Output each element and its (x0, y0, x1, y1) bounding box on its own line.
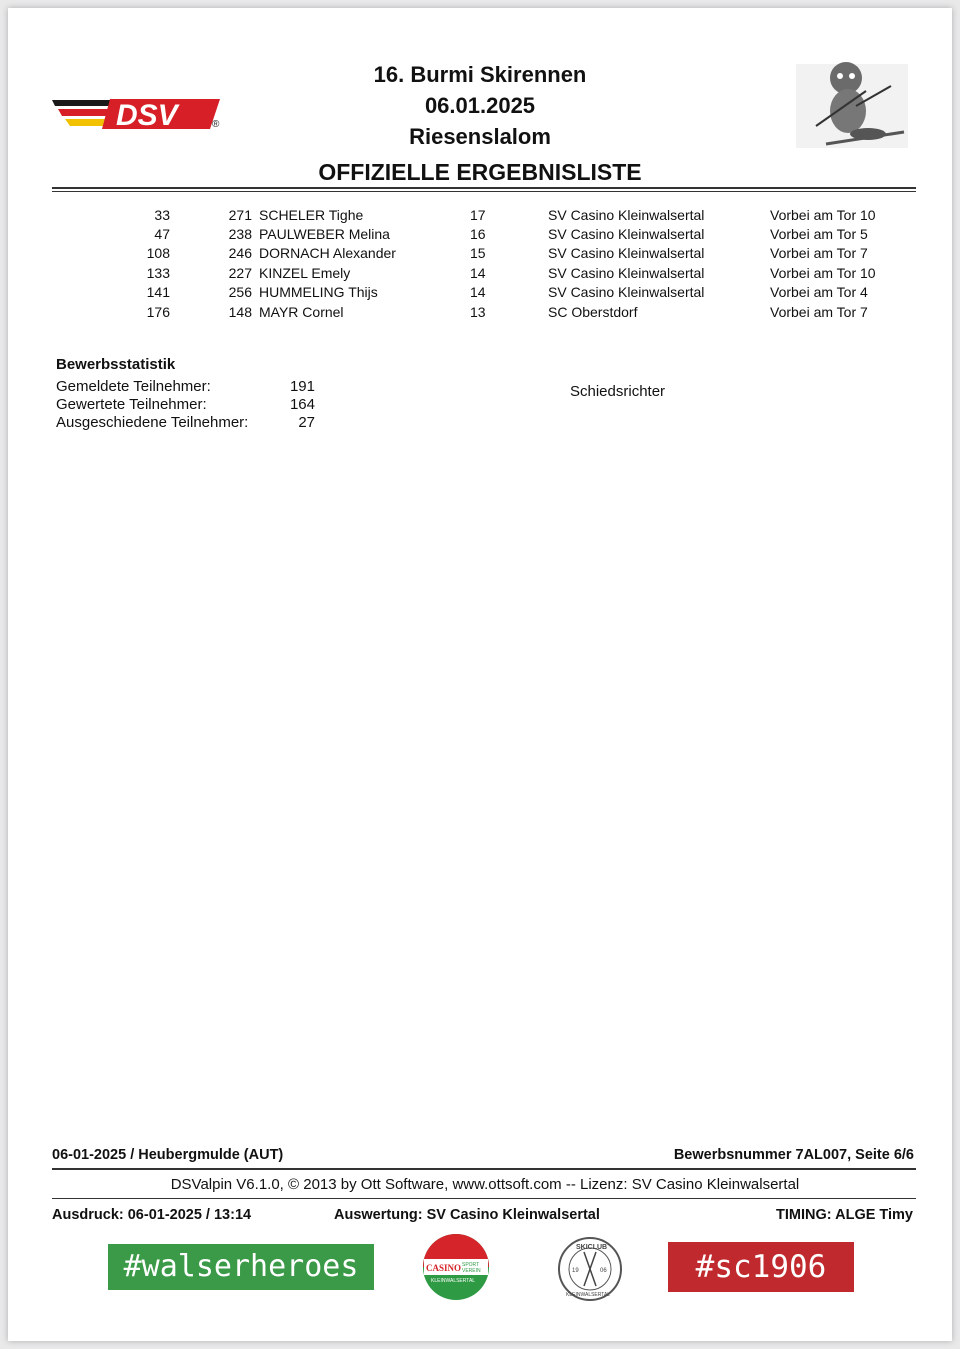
header-rule (52, 187, 916, 189)
table-row (0, 245, 960, 264)
table-row (0, 265, 960, 284)
start-rank: 133 (146, 265, 170, 281)
club-name: SV Casino Kleinwalsertal (548, 207, 705, 223)
dnf-status: Vorbei am Tor 10 (770, 265, 876, 281)
svg-text:SPORT: SPORT (462, 1262, 480, 1268)
skiclub-kleinwalsertal-logo (556, 1236, 624, 1302)
bib-number: 271 (228, 207, 252, 223)
footer-rule (52, 1168, 916, 1170)
club-name: SV Casino Kleinwalsertal (548, 265, 705, 281)
birth-year: 14 (470, 284, 486, 300)
footer-timing: TIMING: ALGE Timy (776, 1207, 913, 1223)
footer-date-location: 06-01-2025 / Heubergmulde (AUT) (52, 1147, 284, 1163)
sc1906-logo: #sc1906 (668, 1242, 854, 1292)
walserheroes-logo: #walserheroes (108, 1244, 374, 1290)
table-row (0, 284, 960, 303)
start-rank: 47 (154, 226, 170, 242)
birth-year: 16 (470, 226, 486, 242)
birth-year: 17 (470, 207, 486, 223)
referee-label: Schiedsrichter (570, 383, 666, 400)
birth-year: 15 (470, 245, 486, 261)
svg-text:VEREIN: VEREIN (462, 1268, 481, 1274)
svg-text:KLEINWALSERTAL: KLEINWALSERTAL (566, 1292, 611, 1298)
svg-text:DSV: DSV (116, 99, 178, 132)
dnf-status: Vorbei am Tor 5 (770, 226, 868, 242)
stats-value: 191 (289, 378, 315, 395)
event-title: 16. Burmi Skirennen (373, 62, 587, 87)
bib-number: 227 (228, 265, 252, 281)
stats-heading: Bewerbsstatistik (56, 356, 176, 373)
athlete-name: KINZEL Emely (259, 265, 351, 281)
start-rank: 141 (146, 284, 170, 300)
start-rank: 33 (154, 207, 170, 223)
athlete-name: MAYR Cornel (259, 304, 344, 320)
club-name: SC Oberstdorf (548, 304, 638, 320)
club-name: SV Casino Kleinwalsertal (548, 245, 705, 261)
footer-competition-page: Bewerbsnummer 7AL007, Seite 6/6 (673, 1147, 914, 1163)
birth-year: 14 (470, 265, 486, 281)
dnf-status: Vorbei am Tor 7 (770, 304, 868, 320)
svg-text:®: ® (212, 119, 220, 130)
stats-label: Gemeldete Teilnehmer: (56, 378, 211, 395)
dnf-status: Vorbei am Tor 10 (770, 207, 876, 223)
athlete-name: SCHELER Tighe (259, 207, 364, 223)
athlete-name: HUMMELING Thijs (259, 284, 378, 300)
casino-sportverein-logo (422, 1233, 490, 1301)
stats-value: 164 (289, 396, 315, 413)
stats-label: Ausgeschiedene Teilnehmer: (56, 414, 249, 431)
svg-text:SKICLUB: SKICLUB (576, 1244, 608, 1251)
dnf-status: Vorbei am Tor 4 (770, 284, 868, 300)
bib-number: 256 (228, 284, 252, 300)
bib-number: 238 (228, 226, 252, 242)
list-title: OFFIZIELLE ERGEBNISLISTE (318, 159, 642, 185)
athlete-name: PAULWEBER Melina (259, 226, 390, 242)
svg-text:KLEINWALSERTAL: KLEINWALSERTAL (431, 1278, 476, 1284)
table-row (0, 304, 960, 323)
stats-value: 27 (298, 414, 315, 431)
bib-number: 148 (228, 304, 252, 320)
start-rank: 108 (146, 245, 170, 261)
club-name: SV Casino Kleinwalsertal (548, 226, 705, 242)
header-rule-thin (52, 191, 916, 192)
footer-software: DSValpin V6.1.0, © 2013 by Ott Software, www.ottsoft.com -- Lizenz: SV Casino Kleinwalsertal (170, 1176, 800, 1193)
footer-rule-thin (52, 1198, 916, 1199)
athlete-name: DORNACH Alexander (259, 245, 396, 261)
stats-label: Gewertete Teilnehmer: (56, 396, 207, 413)
svg-text:19: 19 (572, 1268, 579, 1274)
club-name: SV Casino Kleinwalsertal (548, 284, 705, 300)
footer-evaluation: Auswertung: SV Casino Kleinwalsertal (334, 1207, 600, 1223)
table-row (0, 226, 960, 245)
dnf-status: Vorbei am Tor 7 (770, 245, 868, 261)
footer-printout: Ausdruck: 06-01-2025 / 13:14 (52, 1207, 252, 1223)
svg-text:06: 06 (600, 1268, 607, 1274)
bib-number: 246 (228, 245, 252, 261)
svg-text:CASINO: CASINO (426, 1263, 462, 1273)
start-rank: 176 (146, 304, 170, 320)
discipline-title: Riesenslalom (409, 124, 551, 149)
birth-year: 13 (470, 304, 486, 320)
event-date: 06.01.2025 (424, 93, 536, 118)
table-row (0, 207, 960, 226)
